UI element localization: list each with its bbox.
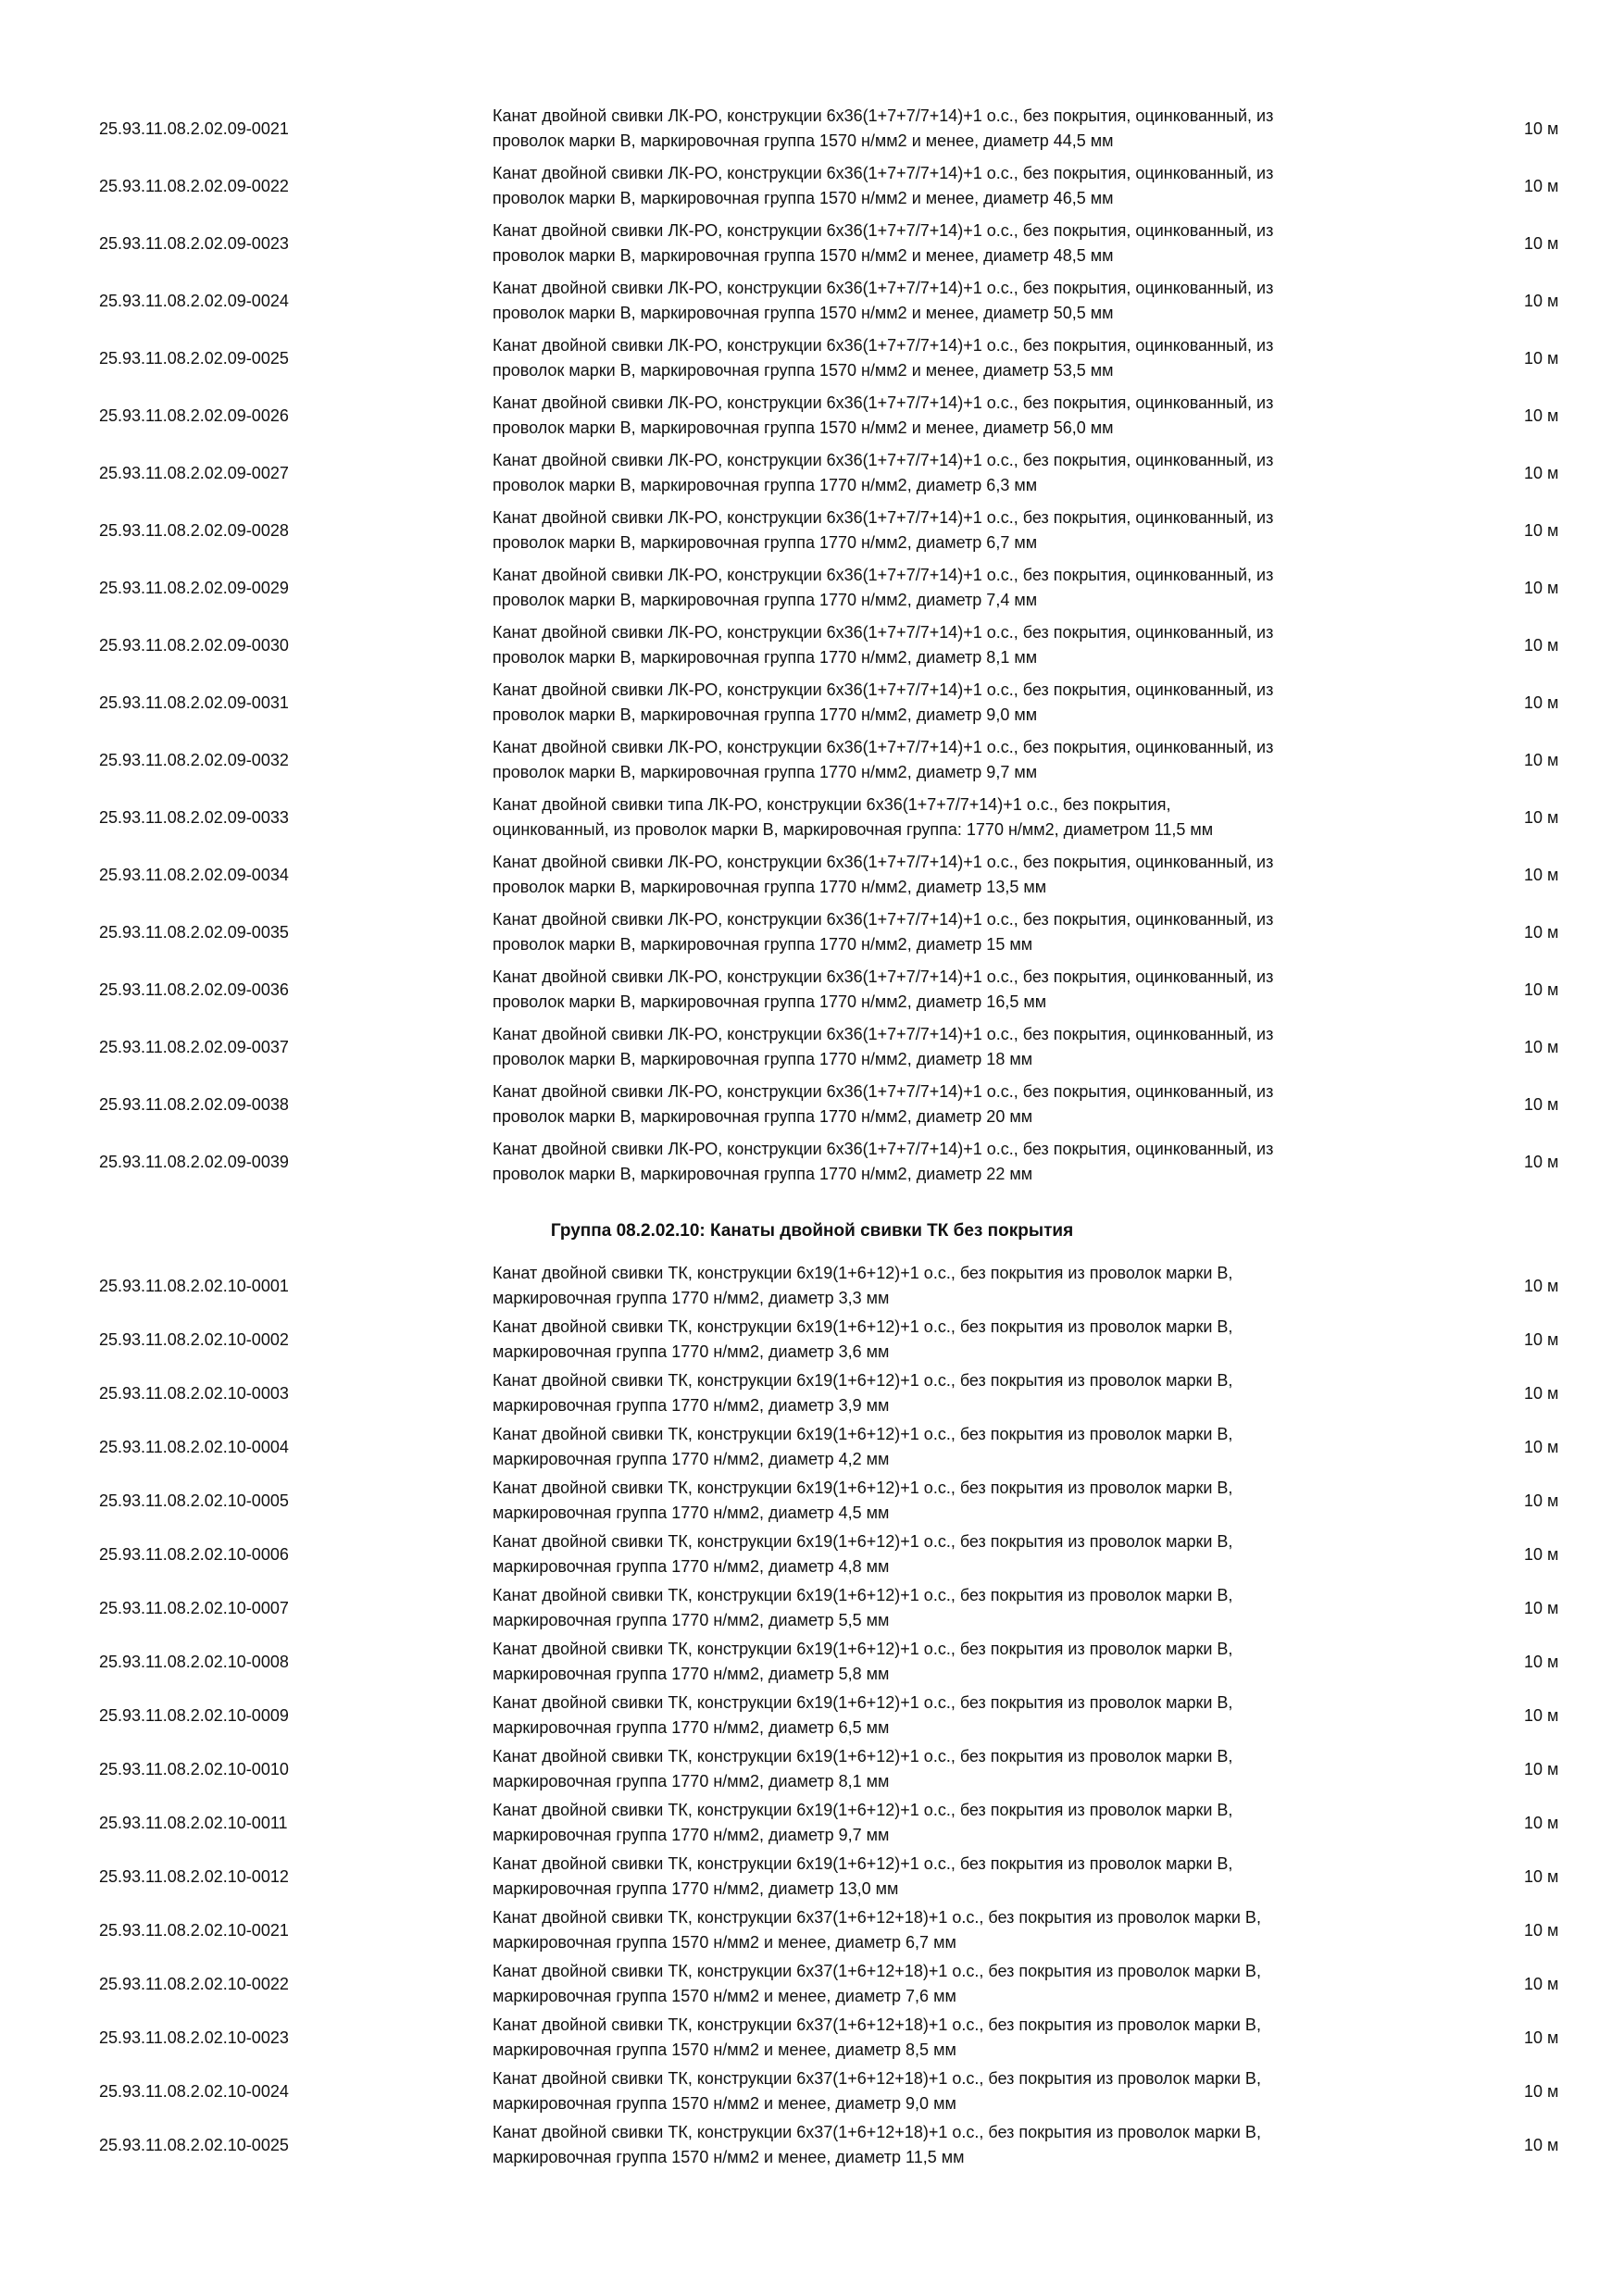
unit-of-measure: 10 м (1524, 1330, 1559, 1349)
description-line-2: проволок марки В, маркировочная группа 1570 н/мм2 и менее, диаметр 44,5 мм (493, 131, 1114, 150)
description-line-1: Канат двойной свивки ТК, конструкции 6х19(1+6+12)+1 о.с., без покрытия из проволок марки В, (493, 1693, 1233, 1712)
description-line-2: проволок марки В, маркировочная группа 1570 н/мм2 и менее, диаметр 53,5 мм (493, 361, 1114, 380)
resource-code: 25.93.11.08.2.02.09-0034 (99, 866, 289, 884)
section-group-08-2-02-09 (0, 100, 1624, 1191)
resource-description (493, 1261, 1502, 1311)
unit-of-measure: 10 м (1524, 1545, 1559, 1564)
resource-code: 25.93.11.08.2.02.10-0022 (99, 1975, 289, 1993)
resource-description (493, 333, 1502, 383)
description-line-2: проволок марки В, маркировочная группа 1770 н/мм2, диаметр 9,0 мм (493, 705, 1038, 724)
table-row (0, 157, 1624, 215)
description-line-2: проволок марки В, маркировочная группа 1770 н/мм2, диаметр 13,5 мм (493, 878, 1047, 896)
resource-description (493, 1852, 1502, 1902)
unit-of-measure: 10 м (1524, 2136, 1559, 2154)
description-line-1: Канат двойной свивки ЛК-РО, конструкции 6х36(1+7+7/7+14)+1 о.с., без покрытия, оцинкованный, из (493, 393, 1274, 412)
table-row (0, 617, 1624, 674)
description-line-2: проволок марки В, маркировочная группа 1570 н/мм2 и менее, диаметр 56,0 мм (493, 418, 1114, 437)
description-line-1: Канат двойной свивки ЛК-РО, конструкции 6х36(1+7+7/7+14)+1 о.с., без покрытия, оцинкованный, из (493, 910, 1274, 929)
resource-code: 25.93.11.08.2.02.10-0008 (99, 1653, 289, 1671)
unit-of-measure: 10 м (1524, 2082, 1559, 2101)
resource-description (493, 907, 1502, 957)
resource-description (493, 218, 1502, 268)
description-line-1: Канат двойной свивки ТК, конструкции 6х19(1+6+12)+1 о.с., без покрытия из проволок марки В, (493, 1586, 1233, 1604)
unit-of-measure: 10 м (1524, 292, 1559, 310)
description-line-2: маркировочная группа 1570 н/мм2 и менее, диаметр 8,5 мм (493, 2040, 956, 2059)
unit-of-measure: 10 м (1524, 1921, 1559, 1940)
table-row (0, 731, 1624, 789)
table-row (0, 100, 1624, 157)
resource-description (493, 2013, 1502, 2063)
resource-code: 25.93.11.08.2.02.09-0030 (99, 636, 289, 655)
resource-description (493, 104, 1502, 154)
table-row (0, 1689, 1624, 1742)
unit-of-measure: 10 м (1524, 349, 1559, 368)
description-line-2: маркировочная группа 1770 н/мм2, диаметр 6,5 мм (493, 1718, 890, 1737)
table-row (0, 502, 1624, 559)
unit-of-measure: 10 м (1524, 2028, 1559, 2047)
group-heading-text: Группа 08.2.02.10: Канаты двойной свивки ТК без покрытия (550, 1221, 1074, 1241)
resource-code: 25.93.11.08.2.02.09-0037 (99, 1038, 289, 1056)
description-line-1: Канат двойной свивки ЛК-РО, конструкции 6х36(1+7+7/7+14)+1 о.с., без покрытия, оцинкованный, из (493, 451, 1274, 469)
resource-description (493, 1744, 1502, 1794)
unit-of-measure: 10 м (1524, 177, 1559, 195)
unit-of-measure: 10 м (1524, 808, 1559, 827)
resource-code: 25.93.11.08.2.02.10-0012 (99, 1867, 289, 1886)
resource-code: 25.93.11.08.2.02.09-0035 (99, 923, 289, 942)
table-row (0, 904, 1624, 961)
resource-description (493, 2066, 1502, 2116)
description-line-2: маркировочная группа 1770 н/мм2, диаметр 9,7 мм (493, 1826, 890, 1844)
description-line-2: проволок марки В, маркировочная группа 1770 н/мм2, диаметр 18 мм (493, 1050, 1033, 1068)
description-line-1: Канат двойной свивки ЛК-РО, конструкции 6х36(1+7+7/7+14)+1 о.с., без покрытия, оцинкованный, из (493, 853, 1274, 871)
table-row (0, 1018, 1624, 1076)
resource-description (493, 792, 1502, 842)
description-line-2: оцинкованный, из проволок марки В, маркировочная группа: 1770 н/мм2, диаметром 11,5 мм (493, 820, 1214, 839)
table-row (0, 1528, 1624, 1581)
resource-description (493, 1422, 1502, 1472)
unit-of-measure: 10 м (1524, 1867, 1559, 1886)
unit-of-measure: 10 м (1524, 636, 1559, 655)
description-line-1: Канат двойной свивки ТК, конструкции 6х19(1+6+12)+1 о.с., без покрытия из проволок марки В, (493, 1747, 1233, 1766)
unit-of-measure: 10 м (1524, 1438, 1559, 1456)
table-row (0, 1259, 1624, 1313)
unit-of-measure: 10 м (1524, 923, 1559, 942)
table-row (0, 1957, 1624, 2011)
resource-description (493, 276, 1502, 326)
table-row (0, 330, 1624, 387)
unit-of-measure: 10 м (1524, 980, 1559, 999)
resource-code: 25.93.11.08.2.02.10-0025 (99, 2136, 289, 2154)
resource-code: 25.93.11.08.2.02.09-0036 (99, 980, 289, 999)
resource-description (493, 850, 1502, 900)
unit-of-measure: 10 м (1524, 1153, 1559, 1171)
table-row (0, 1742, 1624, 1796)
resource-code: 25.93.11.08.2.02.09-0027 (99, 464, 289, 482)
resource-code: 25.93.11.08.2.02.09-0033 (99, 808, 289, 827)
description-line-2: маркировочная группа 1770 н/мм2, диаметр 13,0 мм (493, 1879, 899, 1898)
resource-description (493, 563, 1502, 613)
description-line-2: проволок марки В, маркировочная группа 1770 н/мм2, диаметр 8,1 мм (493, 648, 1038, 667)
resource-code: 25.93.11.08.2.02.09-0026 (99, 406, 289, 425)
description-line-1: Канат двойной свивки ЛК-РО, конструкции 6х36(1+7+7/7+14)+1 о.с., без покрытия, оцинкованный, из (493, 566, 1274, 584)
resource-description (493, 735, 1502, 785)
table-row (0, 1420, 1624, 1474)
resource-code: 25.93.11.08.2.02.10-0009 (99, 1706, 289, 1725)
description-line-2: маркировочная группа 1770 н/мм2, диаметр 4,2 мм (493, 1450, 890, 1468)
description-line-1: Канат двойной свивки ТК, конструкции 6х19(1+6+12)+1 о.с., без покрытия из проволок марки В, (493, 1801, 1233, 1819)
description-line-1: Канат двойной свивки ЛК-РО, конструкции 6х36(1+7+7/7+14)+1 о.с., без покрытия, оцинкованный, из (493, 680, 1274, 699)
table-row (0, 1474, 1624, 1528)
table-row (0, 444, 1624, 502)
description-line-1: Канат двойной свивки ТК, конструкции 6х19(1+6+12)+1 о.с., без покрытия из проволок марки В, (493, 1264, 1233, 1282)
table-row (0, 2118, 1624, 2172)
table-row (0, 1133, 1624, 1191)
description-line-1: Канат двойной свивки ТК, конструкции 6х37(1+6+12+18)+1 о.с., без покрытия из проволок марки В, (493, 2069, 1261, 2088)
description-line-2: маркировочная группа 1570 н/мм2 и менее, диаметр 11,5 мм (493, 2148, 965, 2166)
unit-of-measure: 10 м (1524, 751, 1559, 769)
description-line-1: Канат двойной свивки ЛК-РО, конструкции 6х36(1+7+7/7+14)+1 о.с., без покрытия, оцинкованный, из (493, 221, 1274, 240)
unit-of-measure: 10 м (1524, 1599, 1559, 1617)
table-row (0, 1313, 1624, 1366)
table-row (0, 1581, 1624, 1635)
description-line-1: Канат двойной свивки ТК, конструкции 6х19(1+6+12)+1 о.с., без покрытия из проволок марки В, (493, 1479, 1233, 1497)
table-row (0, 2065, 1624, 2118)
resource-code: 25.93.11.08.2.02.10-0005 (99, 1491, 289, 1510)
table-row (0, 1796, 1624, 1850)
description-line-1: Канат двойной свивки ЛК-РО, конструкции 6х36(1+7+7/7+14)+1 о.с., без покрытия, оцинкованный, из (493, 738, 1274, 756)
unit-of-measure: 10 м (1524, 579, 1559, 597)
unit-of-measure: 10 м (1524, 1277, 1559, 1295)
table-row (0, 1366, 1624, 1420)
resource-code: 25.93.11.08.2.02.09-0025 (99, 349, 289, 368)
resource-code: 25.93.11.08.2.02.10-0011 (99, 1814, 288, 1832)
resource-description (493, 2120, 1502, 2170)
description-line-2: маркировочная группа 1770 н/мм2, диаметр 4,5 мм (493, 1504, 890, 1522)
unit-of-measure: 10 м (1524, 866, 1559, 884)
description-line-1: Канат двойной свивки ЛК-РО, конструкции 6х36(1+7+7/7+14)+1 о.с., без покрытия, оцинкованный, из (493, 1140, 1274, 1158)
description-line-1: Канат двойной свивки ТК, конструкции 6х19(1+6+12)+1 о.с., без покрытия из проволок марки В, (493, 1317, 1233, 1336)
resource-code: 25.93.11.08.2.02.09-0022 (99, 177, 289, 195)
description-line-2: маркировочная группа 1570 н/мм2 и менее, диаметр 7,6 мм (493, 1987, 956, 2005)
description-line-2: маркировочная группа 1770 н/мм2, диаметр 3,3 мм (493, 1289, 890, 1307)
resource-description (493, 505, 1502, 555)
description-line-2: маркировочная группа 1770 н/мм2, диаметр 8,1 мм (493, 1772, 890, 1791)
unit-of-measure: 10 м (1524, 1095, 1559, 1114)
description-line-2: проволок марки В, маркировочная группа 1770 н/мм2, диаметр 9,7 мм (493, 763, 1038, 781)
description-line-2: проволок марки В, маркировочная группа 1770 н/мм2, диаметр 6,7 мм (493, 533, 1038, 552)
resource-code: 25.93.11.08.2.02.10-0003 (99, 1384, 289, 1403)
description-line-1: Канат двойной свивки ЛК-РО, конструкции 6х36(1+7+7/7+14)+1 о.с., без покрытия, оцинкованный, из (493, 623, 1274, 642)
resource-description (493, 1583, 1502, 1633)
description-line-1: Канат двойной свивки ЛК-РО, конструкции 6х36(1+7+7/7+14)+1 о.с., без покрытия, оцинкованный, из (493, 1082, 1274, 1101)
resource-description (493, 1368, 1502, 1418)
resource-code: 25.93.11.08.2.02.09-0031 (99, 693, 289, 712)
resource-description (493, 1022, 1502, 1072)
table-row (0, 789, 1624, 846)
description-line-1: Канат двойной свивки ЛК-РО, конструкции 6х36(1+7+7/7+14)+1 о.с., без покрытия, оцинкованный, из (493, 508, 1274, 527)
resource-code: 25.93.11.08.2.02.09-0032 (99, 751, 289, 769)
resource-description (493, 448, 1502, 498)
description-line-1: Канат двойной свивки ТК, конструкции 6х19(1+6+12)+1 о.с., без покрытия из проволок марки В, (493, 1532, 1233, 1551)
table-row (0, 215, 1624, 272)
description-line-1: Канат двойной свивки типа ЛК-РО, конструкции 6х36(1+7+7/7+14)+1 о.с., без покрытия, (493, 795, 1171, 814)
resource-description (493, 1137, 1502, 1187)
resource-code: 25.93.11.08.2.02.09-0028 (99, 521, 289, 540)
resource-code: 25.93.11.08.2.02.10-0024 (99, 2082, 289, 2101)
resource-code: 25.93.11.08.2.02.10-0001 (99, 1277, 289, 1295)
unit-of-measure: 10 м (1524, 521, 1559, 540)
resource-code: 25.93.11.08.2.02.10-0023 (99, 2028, 289, 2047)
table-row (0, 674, 1624, 731)
resource-code: 25.93.11.08.2.02.10-0007 (99, 1599, 289, 1617)
description-line-2: проволок марки В, маркировочная группа 1770 н/мм2, диаметр 20 мм (493, 1107, 1033, 1126)
description-line-1: Канат двойной свивки ТК, конструкции 6х37(1+6+12+18)+1 о.с., без покрытия из проволок марки В, (493, 2123, 1261, 2141)
unit-of-measure: 10 м (1524, 693, 1559, 712)
description-line-1: Канат двойной свивки ТК, конструкции 6х19(1+6+12)+1 о.с., без покрытия из проволок марки В, (493, 1425, 1233, 1443)
unit-of-measure: 10 м (1524, 406, 1559, 425)
resource-description (493, 678, 1502, 728)
unit-of-measure: 10 м (1524, 1706, 1559, 1725)
description-line-2: проволок марки В, маркировочная группа 1570 н/мм2 и менее, диаметр 48,5 мм (493, 246, 1114, 265)
table-row (0, 272, 1624, 330)
resource-code: 25.93.11.08.2.02.09-0029 (99, 579, 289, 597)
resource-description (493, 1529, 1502, 1579)
table-row (0, 846, 1624, 904)
unit-of-measure: 10 м (1524, 464, 1559, 482)
description-line-2: маркировочная группа 1770 н/мм2, диаметр 3,9 мм (493, 1396, 890, 1415)
resource-description (493, 391, 1502, 441)
unit-of-measure: 10 м (1524, 1760, 1559, 1778)
resource-code: 25.93.11.08.2.02.10-0021 (99, 1921, 289, 1940)
resource-code: 25.93.11.08.2.02.09-0024 (99, 292, 289, 310)
description-line-1: Канат двойной свивки ЛК-РО, конструкции 6х36(1+7+7/7+14)+1 о.с., без покрытия, оцинкованный, из (493, 106, 1274, 125)
description-line-1: Канат двойной свивки ЛК-РО, конструкции 6х36(1+7+7/7+14)+1 о.с., без покрытия, оцинкованный, из (493, 1025, 1274, 1043)
resource-code: 25.93.11.08.2.02.09-0023 (99, 234, 289, 253)
table-row (0, 961, 1624, 1018)
resource-description (493, 1476, 1502, 1526)
description-line-2: маркировочная группа 1770 н/мм2, диаметр 5,5 мм (493, 1611, 890, 1629)
unit-of-measure: 10 м (1524, 1975, 1559, 1993)
unit-of-measure: 10 м (1524, 1653, 1559, 1671)
description-line-1: Канат двойной свивки ТК, конструкции 6х19(1+6+12)+1 о.с., без покрытия из проволок марки В, (493, 1640, 1233, 1658)
description-line-1: Канат двойной свивки ЛК-РО, конструкции 6х36(1+7+7/7+14)+1 о.с., без покрытия, оцинкованный, из (493, 164, 1274, 182)
description-line-2: проволок марки В, маркировочная группа 1770 н/мм2, диаметр 22 мм (493, 1165, 1033, 1183)
unit-of-measure: 10 м (1524, 1491, 1559, 1510)
description-line-1: Канат двойной свивки ТК, конструкции 6х37(1+6+12+18)+1 о.с., без покрытия из проволок марки В, (493, 1962, 1261, 1980)
resource-code: 25.93.11.08.2.02.09-0038 (99, 1095, 289, 1114)
resource-description (493, 1637, 1502, 1687)
resource-code: 25.93.11.08.2.02.09-0021 (99, 119, 289, 138)
description-line-2: маркировочная группа 1770 н/мм2, диаметр 4,8 мм (493, 1557, 890, 1576)
resource-description (493, 1959, 1502, 2009)
description-line-1: Канат двойной свивки ЛК-РО, конструкции 6х36(1+7+7/7+14)+1 о.с., без покрытия, оцинкованный, из (493, 279, 1274, 297)
unit-of-measure: 10 м (1524, 1814, 1559, 1832)
description-line-2: маркировочная группа 1770 н/мм2, диаметр 5,8 мм (493, 1665, 890, 1683)
description-line-1: Канат двойной свивки ЛК-РО, конструкции 6х36(1+7+7/7+14)+1 о.с., без покрытия, оцинкованный, из (493, 967, 1274, 986)
unit-of-measure: 10 м (1524, 1384, 1559, 1403)
table-row (0, 2011, 1624, 2065)
table-row (0, 1850, 1624, 1903)
description-line-1: Канат двойной свивки ТК, конструкции 6х19(1+6+12)+1 о.с., без покрытия из проволок марки В, (493, 1371, 1233, 1390)
resource-code: 25.93.11.08.2.02.10-0006 (99, 1545, 289, 1564)
resource-description (493, 965, 1502, 1015)
description-line-2: маркировочная группа 1570 н/мм2 и менее, диаметр 6,7 мм (493, 1933, 956, 1952)
table-row (0, 387, 1624, 444)
table-row (0, 1076, 1624, 1133)
resource-description (493, 1315, 1502, 1365)
description-line-2: маркировочная группа 1770 н/мм2, диаметр 3,6 мм (493, 1342, 890, 1361)
resource-code: 25.93.11.08.2.02.10-0002 (99, 1330, 289, 1349)
unit-of-measure: 10 м (1524, 119, 1559, 138)
table-row (0, 1903, 1624, 1957)
description-line-2: проволок марки В, маркировочная группа 1770 н/мм2, диаметр 16,5 мм (493, 992, 1047, 1011)
description-line-1: Канат двойной свивки ТК, конструкции 6х37(1+6+12+18)+1 о.с., без покрытия из проволок марки В, (493, 1908, 1261, 1927)
resource-description (493, 1691, 1502, 1741)
resource-code: 25.93.11.08.2.02.10-0004 (99, 1438, 289, 1456)
resource-description (493, 1905, 1502, 1955)
description-line-1: Канат двойной свивки ТК, конструкции 6х19(1+6+12)+1 о.с., без покрытия из проволок марки В, (493, 1854, 1233, 1873)
description-line-2: маркировочная группа 1570 н/мм2 и менее, диаметр 9,0 мм (493, 2094, 956, 2113)
section-group-08-2-02-10 (0, 1259, 1624, 2172)
description-line-2: проволок марки В, маркировочная группа 1570 н/мм2 и менее, диаметр 46,5 мм (493, 189, 1114, 207)
table-row (0, 559, 1624, 617)
resource-description (493, 1798, 1502, 1848)
description-line-2: проволок марки В, маркировочная группа 1770 н/мм2, диаметр 7,4 мм (493, 591, 1038, 609)
description-line-2: проволок марки В, маркировочная группа 1770 н/мм2, диаметр 6,3 мм (493, 476, 1038, 494)
resource-description (493, 1079, 1502, 1129)
description-line-2: проволок марки В, маркировочная группа 1770 н/мм2, диаметр 15 мм (493, 935, 1033, 954)
description-line-2: проволок марки В, маркировочная группа 1570 н/мм2 и менее, диаметр 50,5 мм (493, 304, 1114, 322)
unit-of-measure: 10 м (1524, 1038, 1559, 1056)
description-line-1: Канат двойной свивки ТК, конструкции 6х37(1+6+12+18)+1 о.с., без покрытия из проволок марки В, (493, 2015, 1261, 2034)
unit-of-measure: 10 м (1524, 234, 1559, 253)
resource-code: 25.93.11.08.2.02.09-0039 (99, 1153, 289, 1171)
description-line-1: Канат двойной свивки ЛК-РО, конструкции 6х36(1+7+7/7+14)+1 о.с., без покрытия, оцинкованный, из (493, 336, 1274, 355)
resource-description (493, 161, 1502, 211)
table-row (0, 1635, 1624, 1689)
resource-description (493, 620, 1502, 670)
resource-code: 25.93.11.08.2.02.10-0010 (99, 1760, 289, 1778)
